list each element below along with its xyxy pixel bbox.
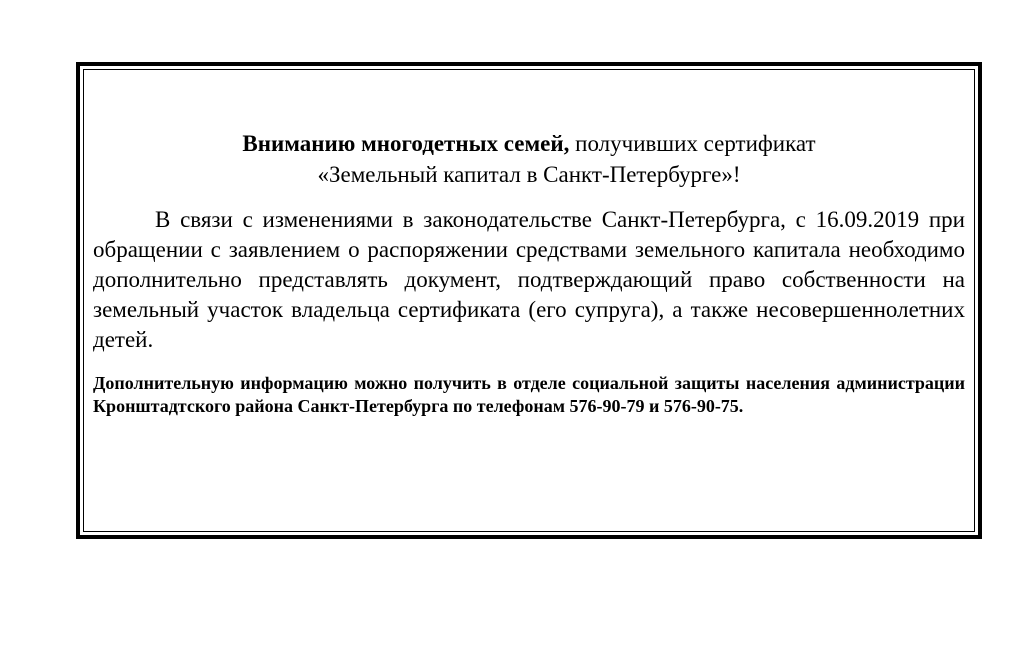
notice-heading-bold: Вниманию многодетных семей, — [242, 131, 570, 156]
notice-paragraph: В связи с изменениями в законодательстве Санкт-Петербурга, с 16.09.2019 при обращении с заявлением о распоряжении средствами земельного капитала необходимо дополнительно представлять документ, подтверждающий право собственности на земельный участок владельца сертификата (его супруга), а также несовершеннолетних детей. — [93, 207, 965, 352]
notice-heading-line2: «Земельный капитал в Санкт-Петербурге»! — [317, 162, 741, 187]
notice-contact-info: Дополнительную информацию можно получить в отделе социальной защиты населения администрации Кронштадтского района Санкт-Петербурга по телефонам 576-90-79 и 576-90-75. — [93, 373, 965, 416]
notice-heading — [93, 128, 965, 190]
notice-content — [93, 128, 965, 418]
notice-heading-rest: получивших сертификат — [569, 131, 816, 156]
